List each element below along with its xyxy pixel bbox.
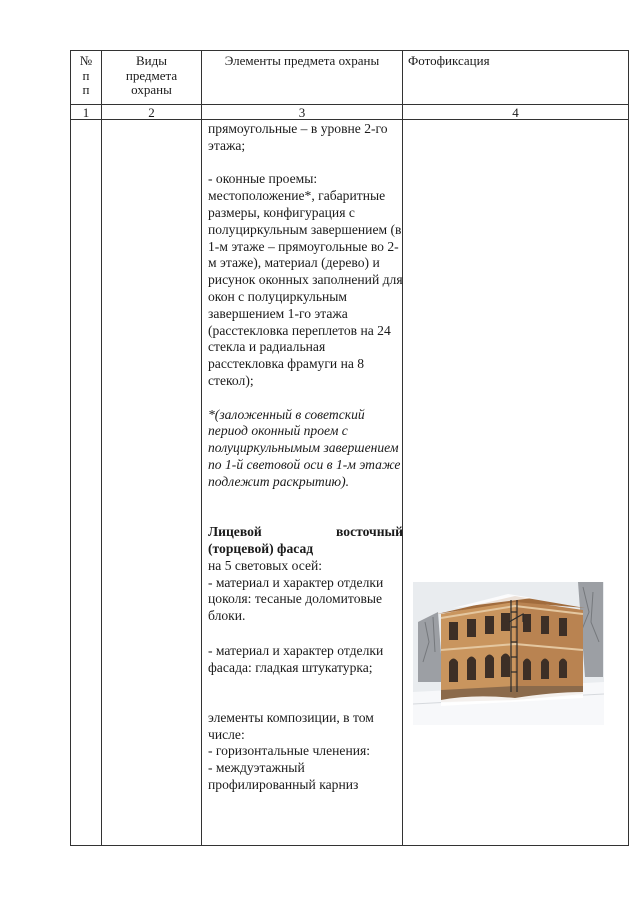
facade-photo — [413, 582, 604, 725]
building-photo-illustration — [413, 582, 604, 725]
paragraph-window-openings: - оконные проемы: местоположение*, габаритные размеры, конфигурация с полуциркульным завершением (в 1-м этаже – прямоугольные во 2-м этаже), материал (дерево) и рисунок оконных заполнений для окон с полуциркульным завершением 1-го этажа (расстекловка переплетов на 24 стекла и радиальная расстекловка фрамуги на 8 стекол); — [208, 171, 403, 388]
facade-axes: на 5 световых осей: — [208, 557, 323, 573]
column-number-3: 3 — [298, 105, 306, 120]
paragraph-plinth-finish: - материал и характер отделки цоколя: тесаные доломитовые блоки. — [208, 574, 384, 624]
table-top-border — [70, 50, 629, 51]
paragraph-cornice: - междуэтажный профилированный карниз — [208, 760, 359, 793]
paragraph-rectangular: прямоугольные – в уровне 2-го этажа; — [208, 121, 388, 153]
col-border-left — [70, 50, 71, 846]
header-no — [71, 54, 101, 98]
header-photo: Фотофиксация — [408, 53, 490, 68]
paragraph-composition: элементы композиции, в том числе: — [208, 709, 374, 742]
column-number-1: 1 — [82, 105, 90, 120]
header-kinds-line: охраны — [131, 82, 172, 97]
paragraph-facade-finish: - материал и характер отделки фасада: гладкая штукатурка; — [208, 642, 384, 675]
header-no-line: п — [82, 82, 90, 97]
paragraph-footnote: *(заложенный в советский период оконный проем с полуциркульнымым завершением по 1-й световой оси в 1-м этаже подлежит раскрытию). — [208, 406, 401, 489]
paragraph-horizontal-divisions: - горизонтальные членения: — [208, 743, 371, 759]
col-border-2 — [201, 50, 202, 846]
header-no-line: № — [79, 53, 93, 68]
column-number-2: 2 — [148, 105, 155, 120]
header-elements: Элементы предмета охраны — [224, 53, 380, 68]
facade-title-line2: (торцевой) фасад — [208, 540, 314, 556]
spacer — [208, 693, 403, 710]
facade-title-line1: Лицевой восточный — [208, 524, 403, 540]
elements-cell-text — [208, 121, 403, 794]
header-kinds-line: предмета — [125, 67, 178, 83]
col-border-1 — [101, 50, 102, 846]
header-kinds-line: Виды — [136, 53, 167, 68]
table-bottom-border — [70, 845, 629, 846]
header-no-line: п — [82, 67, 90, 83]
header-kinds — [102, 54, 201, 98]
spacer — [208, 507, 403, 524]
col-border-right — [628, 50, 629, 846]
column-number-4: 4 — [512, 105, 519, 120]
